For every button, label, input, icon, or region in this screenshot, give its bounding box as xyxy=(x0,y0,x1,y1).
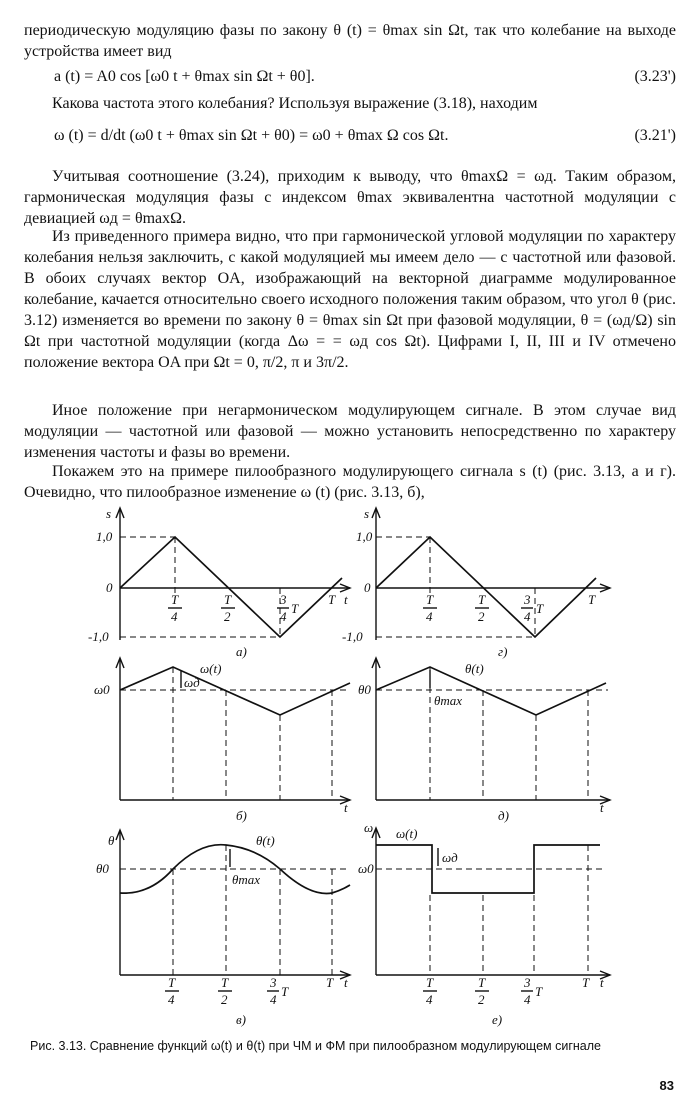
panel-a-tick-2: 2 xyxy=(224,609,231,624)
panel-a-tick-4b: 4 xyxy=(280,609,287,624)
panel-e-omega-axis-label: ω xyxy=(364,820,374,835)
panel-g-zero-label: 0 xyxy=(364,580,371,595)
panel-d-theta-max-label: θmax xyxy=(434,693,463,708)
panel-b-omega0-label: ω0 xyxy=(94,682,110,697)
panel-e-omega-d-label: ωд xyxy=(442,850,458,865)
panel-b-label: б) xyxy=(236,808,247,823)
panel-d xyxy=(358,658,610,823)
panel-g-s-label: s xyxy=(364,506,370,521)
panel-v-tick-3: 3 xyxy=(270,975,277,990)
panel-a-tick-T-full: T xyxy=(328,592,336,607)
panel-d-label: д) xyxy=(498,808,509,823)
panel-e-omega0-label: ω0 xyxy=(358,861,374,876)
panel-d-theta0-label: θ0 xyxy=(358,682,371,697)
panel-g-label: г) xyxy=(498,644,508,659)
panel-v-tick-T34: T xyxy=(281,984,289,999)
panel-b-omega-d-label: ωд xyxy=(184,675,200,690)
panel-e-tick-T34: T xyxy=(535,984,543,999)
equation-3-21-formula: ω (t) = d/dt (ω0 t + θmax sin Ωt + θ0) = ω0 + θmax Ω cos Ωt. xyxy=(54,127,449,144)
panel-e xyxy=(358,820,610,1027)
paragraph-6: Покажем это на примере пилообразного модулирующего сигнала s (t) (рис. 3.13, а и г). Очевидно, что пилообразное изменение ω (t) (рис. 3.13, б), xyxy=(24,463,676,501)
panel-v-tick-4: 4 xyxy=(168,992,175,1007)
panel-e-omega-t-label: ω(t) xyxy=(396,826,418,841)
panel-e-tick-4b: 4 xyxy=(524,992,531,1007)
panel-v-tick-T-full: T xyxy=(326,975,334,990)
equation-3-23-number: (3.23') xyxy=(634,68,676,85)
panel-a-zero-label: 0 xyxy=(106,580,113,595)
panel-d-theta-t-label: θ(t) xyxy=(465,661,484,676)
panel-b-omega-t-label: ω(t) xyxy=(200,661,222,676)
panel-a-t-label: t xyxy=(344,592,348,607)
panel-g-tick-T2: T xyxy=(478,592,486,607)
panel-a-label: а) xyxy=(236,644,247,659)
panel-g-minus-one-label: -1,0 xyxy=(342,629,363,644)
panel-b-omega-curve xyxy=(120,667,350,715)
figure-caption: Рис. 3.13. Сравнение функций ω(t) и θ(t) при ЧМ и ФМ при пилообразном модулирующем сигнале xyxy=(30,1039,601,1053)
panel-v-label: в) xyxy=(236,1012,246,1027)
paragraph-3: Учитывая соотношение (3.24), приходим к выводу, что θmaxΩ = ωд. Таким образом, гармоническая модуляция фазы с индексом θmax эквивалентна частотной модуляции с девиацией ωд = θmaxΩ. xyxy=(24,168,676,227)
panel-a-tick-T34: T xyxy=(291,601,299,616)
paragraph-4: Из приведенного примера видно, что при гармонической угловой модуляции по характеру колебания нельзя заключить, с какой модуляцией мы имеем дело — с частотной или фазовой. В обоих случаях вектор OA, изображающий на векторной диаграмме модулированное колебание, качается относительно своего исходного положения таким образом, что угол θ (рис. 3.12) изменяется во времени по закону θ = θmax sin Ωt при фазовой модуляции, θ = (ωд/Ω) sin Ωt при частотной модуляции (когда Δω = = ωд cos Ωt). Цифрами I, II, III и IV отмечено положение вектора OA при Ωt = 0, π/2, π и 3π/2. xyxy=(24,228,676,371)
equation-3-21-number: (3.21') xyxy=(634,127,676,144)
panel-g-tick-T34: T xyxy=(536,601,544,616)
panel-v-tick-T2: T xyxy=(221,975,229,990)
paragraph-5: Иное положение при негармоническом модулирующем сигнале. В этом случае вид модуляции — частотной или фазовой — можно установить непосредственно по характеру изменения частоты и фазы во времени. xyxy=(24,402,676,461)
panel-g-tick-4: 4 xyxy=(426,609,433,624)
panel-e-tick-3: 3 xyxy=(524,975,531,990)
panel-v-theta0-label: θ0 xyxy=(96,861,109,876)
panel-e-t-label: t xyxy=(600,975,604,990)
panel-b xyxy=(94,658,350,823)
page-number: 83 xyxy=(659,1078,674,1093)
paragraph-1: периодическую модуляцию фазы по закону θ (t) = θmax sin Ωt, так что колебание на выходе устройства имеет вид xyxy=(24,22,676,60)
panel-a-tick-T2: T xyxy=(224,592,232,607)
panel-a-s-label: s xyxy=(106,506,112,521)
panel-g-tick-T-full: T xyxy=(588,592,596,607)
panel-e-tick-T: T xyxy=(426,975,434,990)
panel-a-minus-one-label: -1,0 xyxy=(88,629,109,644)
panel-e-tick-T-full: T xyxy=(582,975,590,990)
panel-g-tick-3: 3 xyxy=(524,592,531,607)
panel-a-one-label: 1,0 xyxy=(96,529,113,544)
panel-v-tick-T: T xyxy=(168,975,176,990)
panel-v-theta-max-label: θmax xyxy=(232,872,261,887)
panel-e-tick-2: 2 xyxy=(478,992,485,1007)
panel-e-label: е) xyxy=(492,1012,503,1027)
panel-e-tick-T2: T xyxy=(478,975,486,990)
panel-b-t-label: t xyxy=(344,800,348,815)
panel-a xyxy=(88,506,350,659)
paragraph-2: Какова частота этого колебания? Используя выражение (3.18), находим xyxy=(52,95,538,112)
panel-d-theta-curve xyxy=(376,667,606,715)
equation-3-23-formula: a (t) = A0 cos [ω0 t + θmax sin Ωt + θ0]. xyxy=(54,68,315,85)
panel-a-sawtooth xyxy=(120,537,342,637)
panel-a-tick-T: T xyxy=(171,592,179,607)
panel-g-sawtooth xyxy=(376,537,596,637)
panel-a-tick-3: 3 xyxy=(280,592,287,607)
panel-g-one-label: 1,0 xyxy=(356,529,373,544)
panel-a-tick-4: 4 xyxy=(171,609,178,624)
panel-g xyxy=(342,506,610,659)
panel-g-tick-2: 2 xyxy=(478,609,485,624)
panel-v-tick-4b: 4 xyxy=(270,992,277,1007)
panel-g-tick-4b: 4 xyxy=(524,609,531,624)
panel-v-tick-2: 2 xyxy=(221,992,228,1007)
panel-g-tick-T: T xyxy=(426,592,434,607)
panel-v-theta-axis-label: θ xyxy=(108,833,115,848)
panel-e-tick-4: 4 xyxy=(426,992,433,1007)
panel-v-t-label: t xyxy=(344,975,348,990)
panel-v-theta-t-label: θ(t) xyxy=(256,833,275,848)
panel-d-t-label: t xyxy=(600,800,604,815)
panel-v xyxy=(96,830,350,1027)
